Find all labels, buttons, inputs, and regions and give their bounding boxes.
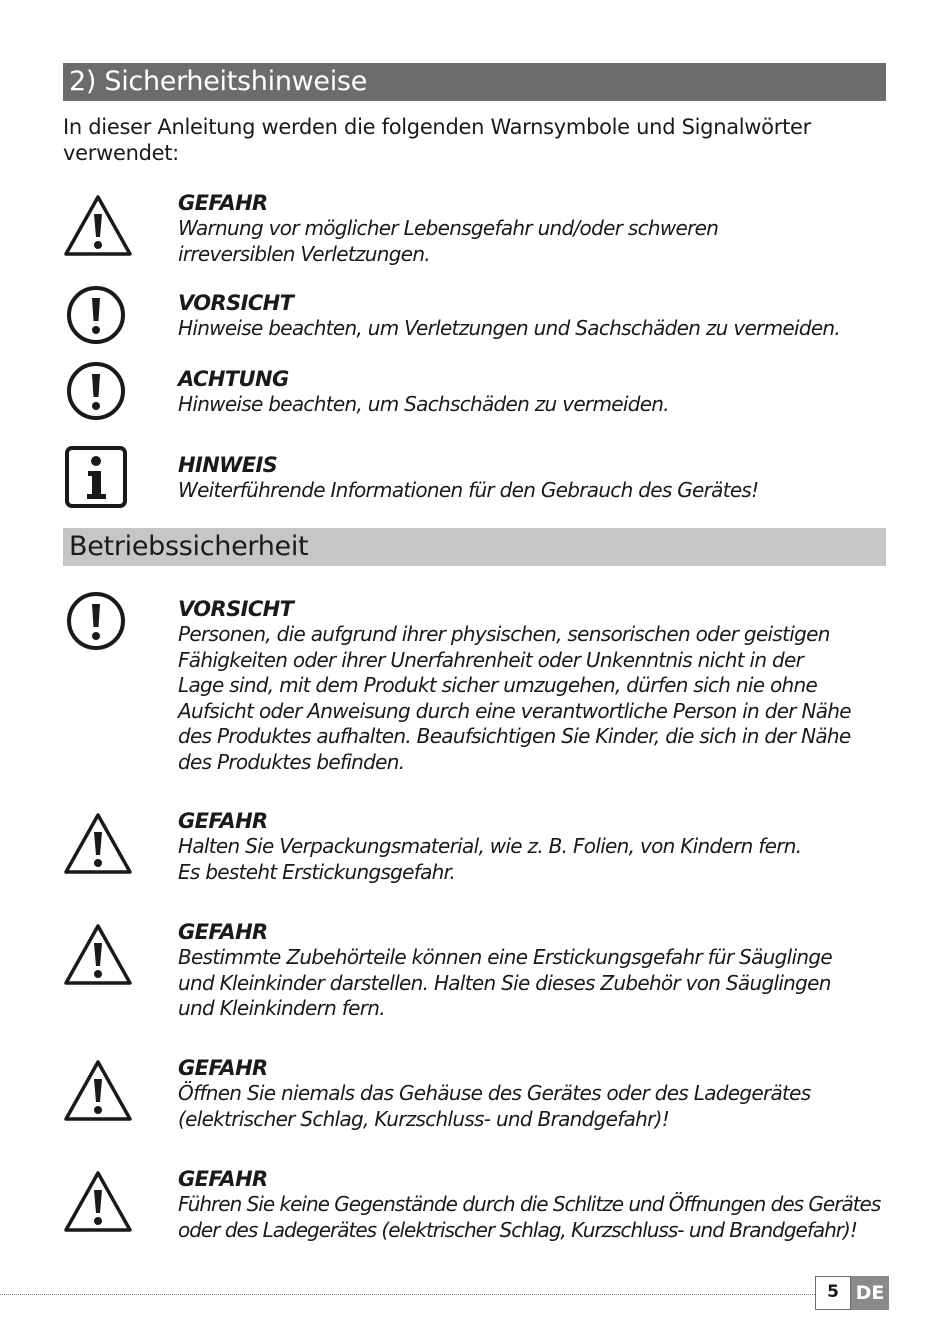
signal-description: Weiterführende Informationen für den Gebrauch des Gerätes! — [178, 478, 759, 502]
warning-triangle-icon — [63, 1166, 133, 1236]
signal-word: GEFAHR — [178, 1056, 268, 1080]
signal-word: GEFAHR — [178, 191, 268, 215]
exclamation-circle-icon — [63, 590, 133, 660]
signal-word: GEFAHR — [178, 920, 268, 944]
safety-text: Öffnen Sie niemals das Gehäuse des Gerätes oder des Ladegerätes (elektrischer Schlag, Kurzschluss- und Brandgefahr)! — [178, 1081, 811, 1131]
warning-triangle-icon — [63, 919, 133, 989]
signal-description: Warnung vor möglicher Lebensgefahr und/oder schweren irreversiblen Verletzungen. — [178, 216, 719, 266]
safety-text: Führen Sie keine Gegenstände durch die Schlitze und Öffnungen des Gerätes oder des Ladegerätes (elektrischer Schlag, Kurzschluss- und Brandgefahr)! — [178, 1192, 881, 1242]
language-badge: DE — [851, 1276, 889, 1310]
subsection-heading: Betriebssicherheit — [63, 528, 886, 566]
warning-triangle-icon — [63, 190, 133, 260]
signal-word: VORSICHT — [178, 597, 294, 621]
warning-triangle-icon — [63, 1055, 133, 1125]
intro-paragraph: In dieser Anleitung werden die folgenden Warnsymbole und Signalwörter verwendet: — [63, 115, 811, 165]
info-square-icon — [63, 444, 133, 514]
signal-word: GEFAHR — [178, 1167, 268, 1191]
warning-triangle-icon — [63, 808, 133, 878]
signal-word: ACHTUNG — [178, 367, 289, 391]
section-heading: 2) Sicherheitshinweise — [63, 63, 886, 101]
exclamation-circle-icon — [63, 360, 133, 430]
exclamation-circle-icon — [63, 284, 133, 354]
signal-description: Hinweise beachten, um Sachschäden zu vermeiden. — [178, 392, 669, 416]
safety-text: Personen, die aufgrund ihrer physischen, sensorischen oder geistigen Fähigkeiten oder ihrer Unerfahrenheit oder Unkenntnis nicht in der Lage sind, mit dem Produkt sicher umzugehen, dürfen sich nie ohne Aufsicht oder Anweisung durch eine verantwortliche Person in der Nähe des Produktes aufhalten. Beaufsichtigen Sie Kinder, die sich in der Nähe des Produktes befinden. — [178, 622, 851, 774]
footer-divider — [0, 1294, 815, 1295]
safety-text: Halten Sie Verpackungsmaterial, wie z. B. Folien, von Kindern fern. Es besteht Erstickungsgefahr. — [178, 834, 802, 884]
signal-word: GEFAHR — [178, 809, 268, 833]
signal-word: VORSICHT — [178, 291, 294, 315]
safety-text: Bestimmte Zubehörteile können eine Erstickungsgefahr für Säuglinge und Kleinkinder darstellen. Halten Sie dieses Zubehör von Säuglingen und Kleinkindern fern. — [178, 945, 832, 1020]
signal-description: Hinweise beachten, um Verletzungen und Sachschäden zu vermeiden. — [178, 316, 841, 340]
page-number: 5 — [815, 1276, 851, 1310]
signal-word: HINWEIS — [178, 453, 278, 477]
